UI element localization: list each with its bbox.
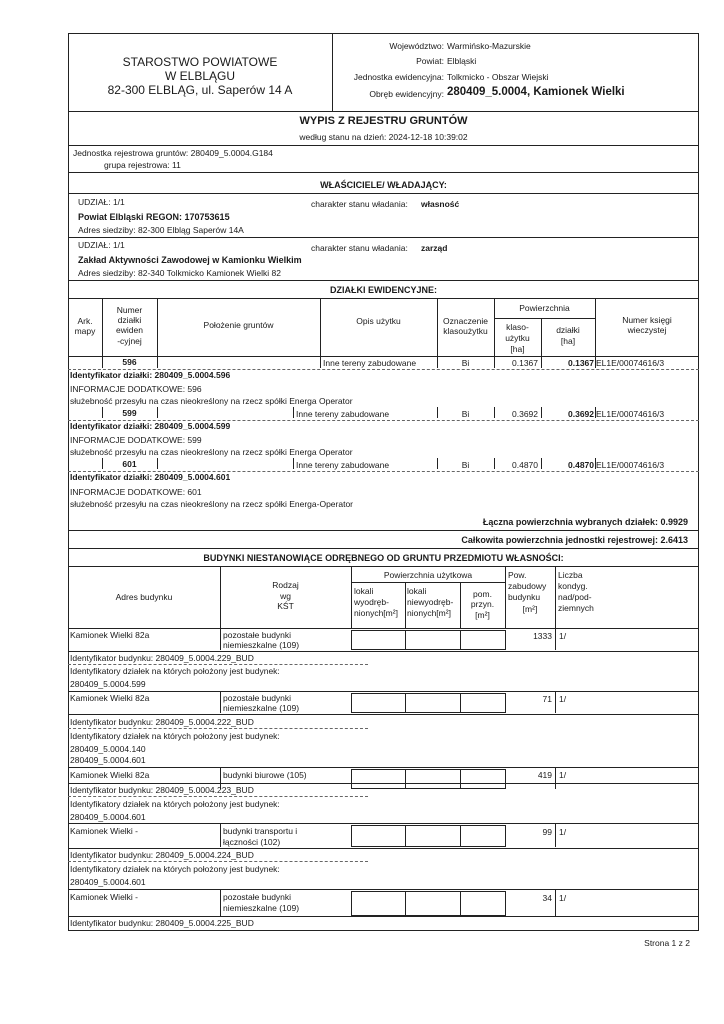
parcel-3-dzialki: 0.4870 <box>568 460 594 470</box>
col-opis: Opis użytku <box>356 316 401 326</box>
budynki-columns-bottom <box>68 628 699 629</box>
owner-1-charakter-label: charakter stanu władania: <box>311 199 408 209</box>
building-1-rodzaj-2: niemieszkalne (109) <box>223 640 300 650</box>
owners-header-line <box>68 193 699 194</box>
col-polozenie: Położenie gruntów <box>203 320 274 330</box>
building-1-rodzaj: pozostałe budynki <box>223 630 292 640</box>
owners-header: WŁAŚCICIELE/ WŁADAJĄCY: <box>320 180 447 190</box>
jednostka-value: Tolkmicko - Obszar Wiejski <box>447 72 549 82</box>
col-kondygnacji: Liczba <box>558 570 583 580</box>
building-4-adres: Kamionek Wielki - <box>70 826 139 836</box>
building-4-dzialka: 280409_5.0004.601 <box>70 877 146 887</box>
line-before-dzialki <box>68 280 699 281</box>
building-3-dzialka: 280409_5.0004.601 <box>70 812 146 822</box>
cell-box <box>351 693 406 713</box>
row-tick <box>157 407 158 418</box>
building-2-dzialki-label: Identyfikatory działek na których położony jest budynek: <box>70 731 280 741</box>
row-line <box>68 691 699 692</box>
col-line <box>320 298 321 356</box>
page-number: Strona 1 z 2 <box>644 938 690 948</box>
cell-box <box>460 891 506 916</box>
parcel-2-info: INFORMACJE DODATKOWE: 599 <box>70 435 202 445</box>
parcel-1-sluzebnosc: służebność przesyłu na czas nieokreślony na rzecz spółki Energa Operator <box>70 396 353 406</box>
parcel-2-ksiega: EL1E/00074616/3 <box>596 409 665 419</box>
building-1-identyfikator: Identyfikator budynku: 280409_5.0004.229_BUD <box>70 653 254 663</box>
obreb-value: 280409_5.0004, Kamionek Wielki <box>447 86 625 98</box>
col-kondygnacji-4: ziemnych <box>558 603 594 613</box>
col-line <box>555 566 556 628</box>
parcel-2-dzialki: 0.3692 <box>568 409 594 419</box>
row-line <box>68 783 699 784</box>
parcel-3-identyfikator: Identyfikator działki: 280409_5.0004.601 <box>70 472 231 482</box>
line-before-owners <box>68 172 699 173</box>
col-pom-3: [m²] <box>475 610 490 620</box>
jednostka-label: Jednostka ewidencyjna: <box>353 72 444 82</box>
row-tick <box>555 692 556 713</box>
cell-box <box>405 693 461 713</box>
parcel-3-numer: 601 <box>122 459 137 469</box>
building-2-rodzaj-2: niemieszkalne (109) <box>223 703 300 713</box>
col-niewyodrebnionych-3: nionych[m²] <box>407 608 451 618</box>
col-klaso: klaso- <box>506 322 529 332</box>
owner-2-name: Zakład Aktywności Zawodowej w Kamionku Wielkim <box>78 255 302 265</box>
row-tick <box>220 890 221 916</box>
row-tick <box>293 458 294 469</box>
parcel-3-klaso: 0.4870 <box>512 460 538 470</box>
parcel-2-identyfikator: Identyfikator działki: 280409_5.0004.599 <box>70 421 231 431</box>
obreb-label: Obręb ewidencyjny: <box>369 89 444 99</box>
building-1-kondygnacje: 1/ <box>559 631 567 641</box>
totals-line <box>68 530 699 531</box>
col-kondygnacji-2: kondyg. <box>558 581 588 591</box>
parcel-1-ksiega: EL1E/00074616/3 <box>596 358 665 368</box>
row-line <box>68 714 699 715</box>
owner-2-address: Adres siedziby: 82-340 Tolkmicko Kamionek Wielki 82 <box>78 268 281 278</box>
parcel-1-klaso: 0.1367 <box>512 358 538 368</box>
building-3-rodzaj: budynki biurowe (105) <box>223 770 307 780</box>
parcel-3-sluzebnosc: służebność przesyłu na czas nieokreślony na rzecz spółki Energa-Operator <box>70 499 353 509</box>
row-dash <box>68 728 368 729</box>
row-tick <box>220 824 221 847</box>
parcel-1-numer: 596 <box>122 357 137 367</box>
row-tick <box>555 629 556 650</box>
row-line <box>68 651 699 652</box>
office-address: 82-300 ELBLĄG, ul. Saperów 14 A <box>107 83 293 97</box>
col-ark: Ark. <box>77 316 93 326</box>
building-5-kondygnacje: 1/ <box>559 893 567 903</box>
parcel-1-identyfikator: Identyfikator działki: 280409_5.0004.596 <box>70 370 231 380</box>
row-tick <box>555 890 556 916</box>
building-2-dzialka-2: 280409_5.0004.601 <box>70 755 146 765</box>
building-2-dzialka-1: 280409_5.0004.140 <box>70 744 146 754</box>
col-pow-uzytkowa: Powierzchnia użytkowa <box>383 570 473 580</box>
cell-box <box>460 825 506 847</box>
cell-box <box>405 630 461 650</box>
owner-1-name: Powiat Elbląski REGON: 170753615 <box>78 212 230 222</box>
cell-box <box>351 769 406 789</box>
date-line: według stanu na dzień: 2024-12-18 10:39:02 <box>299 132 468 142</box>
building-4-rodzaj-2: łączności (102) <box>223 837 281 847</box>
building-1-zabudowy: 1333 <box>533 631 552 641</box>
line-before-budynki <box>68 548 699 549</box>
pow-uzytkowa-subline <box>351 582 505 583</box>
powiat-label: Powiat: <box>416 56 444 66</box>
cell-box <box>351 891 406 916</box>
building-4-identyfikator: Identyfikator budynku: 280409_5.0004.224_BUD <box>70 850 254 860</box>
col-wyodrebnionych-2: wyodręb- <box>354 597 389 607</box>
col-wyodrebnionych-3: nionych[m²] <box>354 608 398 618</box>
building-4-rodzaj: budynki transportu i <box>223 826 298 836</box>
building-1-adres: Kamionek Wielki 82a <box>70 630 150 640</box>
cell-box <box>460 693 506 713</box>
parcel-1-opis: Inne tereny zabudowane <box>323 358 417 368</box>
cell-box <box>405 825 461 847</box>
owner-1-address: Adres siedziby: 82-300 Elbląg Saperów 14A <box>78 225 244 235</box>
building-2-rodzaj: pozostałe budynki <box>223 693 292 703</box>
col-pom-2: przyn. <box>470 599 495 609</box>
parcel-2-oznaczenie: Bi <box>461 409 470 419</box>
building-5-rodzaj: pozostałe budynki <box>223 892 292 902</box>
building-3-adres: Kamionek Wielki 82a <box>70 770 150 780</box>
powierzchnia-subline <box>494 318 595 319</box>
col-wyodrebnionych: lokali <box>354 586 374 596</box>
owner-2-charakter-value: zarząd <box>421 243 448 253</box>
wojewodztwo-label: Województwo: <box>389 41 444 51</box>
owner-1-udzial: UDZIAŁ: 1/1 <box>78 197 125 207</box>
dzialki-header-line <box>68 298 699 299</box>
building-3-zabudowy: 419 <box>537 770 552 780</box>
col-ark-2: mapy <box>74 326 96 336</box>
parcel-2-sluzebnosc: służebność przesyłu na czas nieokreślony na rzecz spółki Energa Operator <box>70 447 353 457</box>
budynki-header: BUDYNKI NIESTANOWIĄCE ODRĘBNEGO OD GRUNTU PRZEDMIOTU WŁASNOŚCI: <box>203 553 564 563</box>
col-powierzchnia: Powierzchnia <box>519 303 570 313</box>
col-dzialki-2: [ha] <box>560 336 576 346</box>
col-klaso-2: użytku <box>505 333 530 343</box>
header-bottom-line <box>68 111 699 112</box>
parcel-3-oznaczenie: Bi <box>461 460 470 470</box>
building-5-zabudowy: 34 <box>542 893 552 903</box>
row-tick <box>293 407 294 418</box>
col-kondygnacji-3: nad/pod- <box>558 592 592 602</box>
owner-1-charakter-value: własność <box>421 199 460 209</box>
budynki-header-line <box>68 566 699 567</box>
col-numer-2: działki <box>117 315 142 325</box>
col-rodzaj: Rodzaj <box>272 580 299 590</box>
row-dash <box>68 664 368 665</box>
row-line <box>68 823 699 824</box>
building-5-identyfikator: Identyfikator budynku: 280409_5.0004.225_BUD <box>70 918 254 928</box>
row-line <box>68 848 699 849</box>
col-line <box>405 582 406 628</box>
col-zabudowy-4: [m²] <box>522 604 538 614</box>
col-oznaczenie: Oznaczenie <box>443 316 488 326</box>
office-name: STAROSTWO POWIATOWE <box>122 55 278 69</box>
owner-2-charakter-label: charakter stanu władania: <box>311 243 408 253</box>
owner-2-udzial: UDZIAŁ: 1/1 <box>78 240 125 250</box>
laczna-powierzchnia: Łączna powierzchnia wybranych działek: 0.9929 <box>482 517 688 527</box>
parcel-1-dzialki: 0.1367 <box>568 358 594 368</box>
title-bottom-line <box>68 145 699 146</box>
cell-box <box>460 630 506 650</box>
col-pom: pom. <box>473 589 492 599</box>
building-4-zabudowy: 99 <box>542 827 552 837</box>
owner-separator <box>68 237 699 238</box>
building-4-dzialki-label: Identyfikatory działek na których położony jest budynek: <box>70 864 280 874</box>
row-line <box>68 916 699 917</box>
col-zabudowy: Pow. <box>508 570 527 580</box>
building-1-dzialka: 280409_5.0004.599 <box>70 679 146 689</box>
building-5-rodzaj-2: niemieszkalne (109) <box>223 903 300 913</box>
parcel-2-klaso: 0.3692 <box>512 409 538 419</box>
calkowita-powierzchnia: Całkowita powierzchnia jednostki rejestrowej: 2.6413 <box>461 535 688 545</box>
parcel-2-opis: Inne tereny zabudowane <box>296 409 390 419</box>
row-tick <box>157 458 158 469</box>
document-title: WYPIS Z REJESTRU GRUNTÓW <box>299 115 468 127</box>
cell-box <box>351 630 406 650</box>
powiat-value: Elbląski <box>447 56 477 66</box>
office-city: W ELBLĄGU <box>164 69 236 83</box>
parcel-3-info: INFORMACJE DODATKOWE: 601 <box>70 487 202 497</box>
row-tick <box>220 629 221 650</box>
parcel-2-numer: 599 <box>122 408 137 418</box>
cell-box <box>460 769 506 789</box>
col-rodzaj-3: KŚT <box>277 601 294 611</box>
col-niewyodrebnionych-2: niewyodręb- <box>407 597 454 607</box>
col-dzialki: działki <box>556 325 580 335</box>
col-oznaczenie-2: klasoużytku <box>443 326 488 336</box>
cell-box <box>351 825 406 847</box>
row-tick <box>157 357 158 368</box>
row-tick <box>320 357 321 368</box>
row-line <box>68 767 699 768</box>
col-niewyodrebnionych: lokali <box>407 586 427 596</box>
parcel-3-ksiega: EL1E/00074616/3 <box>596 460 665 470</box>
col-numer-4: -cyjnej <box>117 336 142 346</box>
col-ksiega: Numer księgi <box>622 315 672 325</box>
col-ksiega-2: wieczystej <box>627 325 667 335</box>
building-1-dzialki-label: Identyfikatory działek na których położony jest budynek: <box>70 666 280 676</box>
col-numer-3: ewiden <box>116 325 143 335</box>
row-line <box>68 889 699 890</box>
row-dash <box>68 796 368 797</box>
dzialki-header: DZIAŁKI EWIDENCYJNE: <box>329 285 437 295</box>
building-2-identyfikator: Identyfikator budynku: 280409_5.0004.222_BUD <box>70 717 254 727</box>
cell-box <box>405 891 461 916</box>
col-numer: Numer <box>116 305 143 315</box>
building-4-kondygnacje: 1/ <box>559 827 567 837</box>
building-2-zabudowy: 71 <box>542 694 552 704</box>
parcel-1-info: INFORMACJE DODATKOWE: 596 <box>70 384 202 394</box>
building-5-adres: Kamionek Wielki - <box>70 892 139 902</box>
jednostka-rejestrowa: Jednostka rejestrowa gruntów: 280409_5.0004.G184 <box>73 148 273 158</box>
col-zabudowy-2: zabudowy <box>508 581 547 591</box>
col-zabudowy-3: budynku <box>508 592 541 602</box>
col-klaso-3: [ha] <box>510 344 525 354</box>
building-2-kondygnacje: 1/ <box>559 694 567 704</box>
building-2-adres: Kamionek Wielki 82a <box>70 693 150 703</box>
row-tick <box>555 824 556 847</box>
building-3-kondygnacje: 1/ <box>559 770 567 780</box>
col-rodzaj-2: wg <box>280 591 291 601</box>
row-dash <box>68 861 368 862</box>
dzialki-columns-bottom <box>68 356 699 357</box>
building-3-identyfikator: Identyfikator budynku: 280409_5.0004.223_BUD <box>70 785 254 795</box>
row-tick <box>555 768 556 789</box>
wojewodztwo-value: Warmińsko-Mazurskie <box>447 41 531 51</box>
building-3-dzialki-label: Identyfikatory działek na których położony jest budynek: <box>70 799 280 809</box>
col-adres: Adres budynku <box>115 592 173 602</box>
grupa-rejestrowa: grupa rejestrowa: 11 <box>104 160 181 170</box>
parcel-1-oznaczenie: Bi <box>461 358 470 368</box>
parcel-3-opis: Inne tereny zabudowane <box>296 460 390 470</box>
cell-box <box>405 769 461 789</box>
col-line <box>505 566 506 628</box>
row-tick <box>220 692 221 713</box>
